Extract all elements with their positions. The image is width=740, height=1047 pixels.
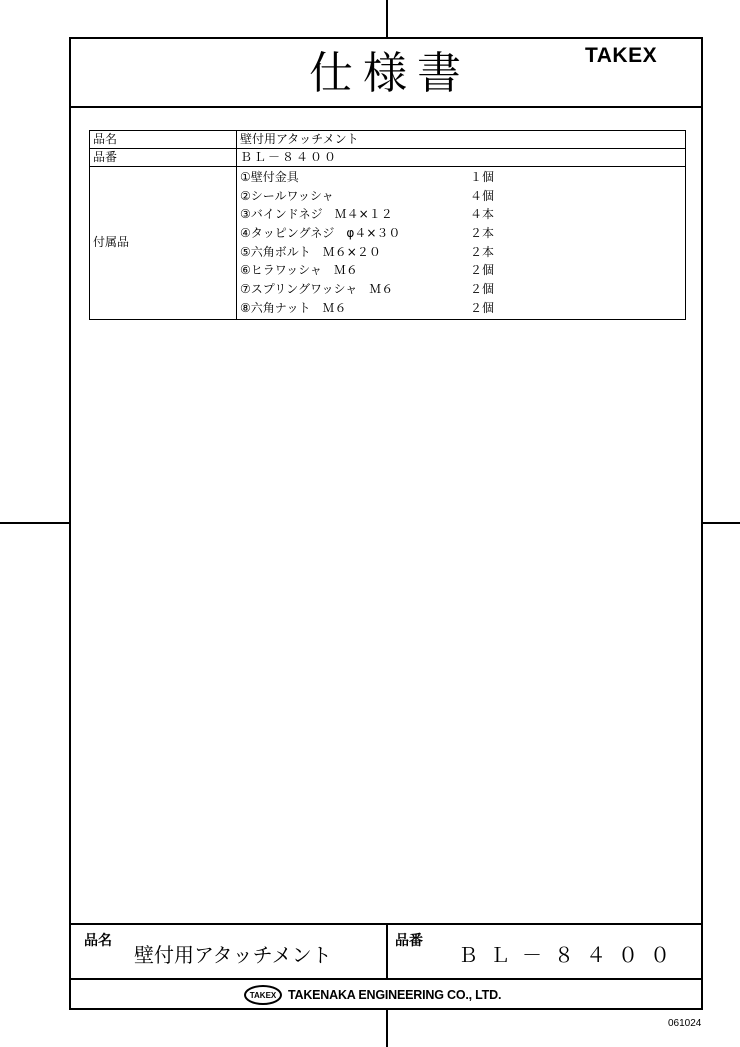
accessory-name: ④タッピングネジ φ４×３０ xyxy=(240,225,401,240)
accessory-qty: ２本 xyxy=(470,244,495,259)
crop-mark-top xyxy=(386,0,388,37)
table-row xyxy=(90,167,686,320)
list-item xyxy=(240,280,682,299)
product-name-value: 壁付用アタッチメント xyxy=(237,131,686,149)
accessory-qty: １個 xyxy=(470,169,495,184)
list-item xyxy=(240,299,682,318)
accessories-list xyxy=(237,167,686,320)
footer-company-divider xyxy=(69,978,703,980)
product-code-label: 品番 xyxy=(90,149,237,167)
accessory-name: ⑥ヒラワッシャ Ｍ６ xyxy=(240,263,358,278)
list-item xyxy=(240,168,682,187)
accessories-label: 付属品 xyxy=(90,167,237,320)
accessory-name: ②シールワッシャ xyxy=(240,188,334,203)
company-logo: TAKEX xyxy=(244,985,282,1005)
brand-logo: TAKEX xyxy=(585,44,658,67)
list-item xyxy=(240,187,682,206)
list-item xyxy=(240,261,682,280)
table-row xyxy=(90,131,686,149)
accessory-qty: ２個 xyxy=(470,300,495,315)
spec-table xyxy=(89,130,686,320)
page-title: 仕様書 xyxy=(309,48,471,99)
list-item xyxy=(240,224,682,243)
accessory-name: ⑦スプリングワッシャ Ｍ６ xyxy=(240,281,394,296)
header-divider xyxy=(69,106,703,108)
company-name: TAKENAKA ENGINEERING CO., LTD. xyxy=(288,988,502,1002)
accessory-qty: ２個 xyxy=(470,281,495,296)
footer-name-value: 壁付用アタッチメント xyxy=(134,943,332,967)
accessory-qty: ２本 xyxy=(470,225,495,240)
accessory-qty: ４本 xyxy=(470,207,495,222)
crop-mark-right xyxy=(703,522,740,524)
product-name-label: 品名 xyxy=(90,131,237,149)
accessory-name: ③バインドネジ Ｍ４×１２ xyxy=(240,207,393,222)
accessory-name: ①壁付金具 xyxy=(240,169,299,184)
accessory-qty: ２個 xyxy=(470,263,495,278)
footer-column-divider xyxy=(386,923,388,979)
accessory-qty: ４個 xyxy=(470,188,495,203)
product-code-value: ＢＬ－８４００ xyxy=(237,149,686,167)
company-block xyxy=(244,985,501,1005)
footer-name-label: 品名 xyxy=(84,933,112,949)
footer-code-value: ＢＬ－８４００ xyxy=(458,943,682,967)
accessory-name: ⑤六角ボルト Ｍ６×２０ xyxy=(240,244,381,259)
list-item xyxy=(240,243,682,262)
accessory-name: ⑧六角ナット Ｍ６ xyxy=(240,300,347,315)
crop-mark-bottom xyxy=(386,1010,388,1047)
document-code: 061024 xyxy=(668,1018,702,1029)
list-item xyxy=(240,205,682,224)
footer-code-label: 品番 xyxy=(395,933,423,949)
crop-mark-left xyxy=(0,522,69,524)
table-row xyxy=(90,149,686,167)
